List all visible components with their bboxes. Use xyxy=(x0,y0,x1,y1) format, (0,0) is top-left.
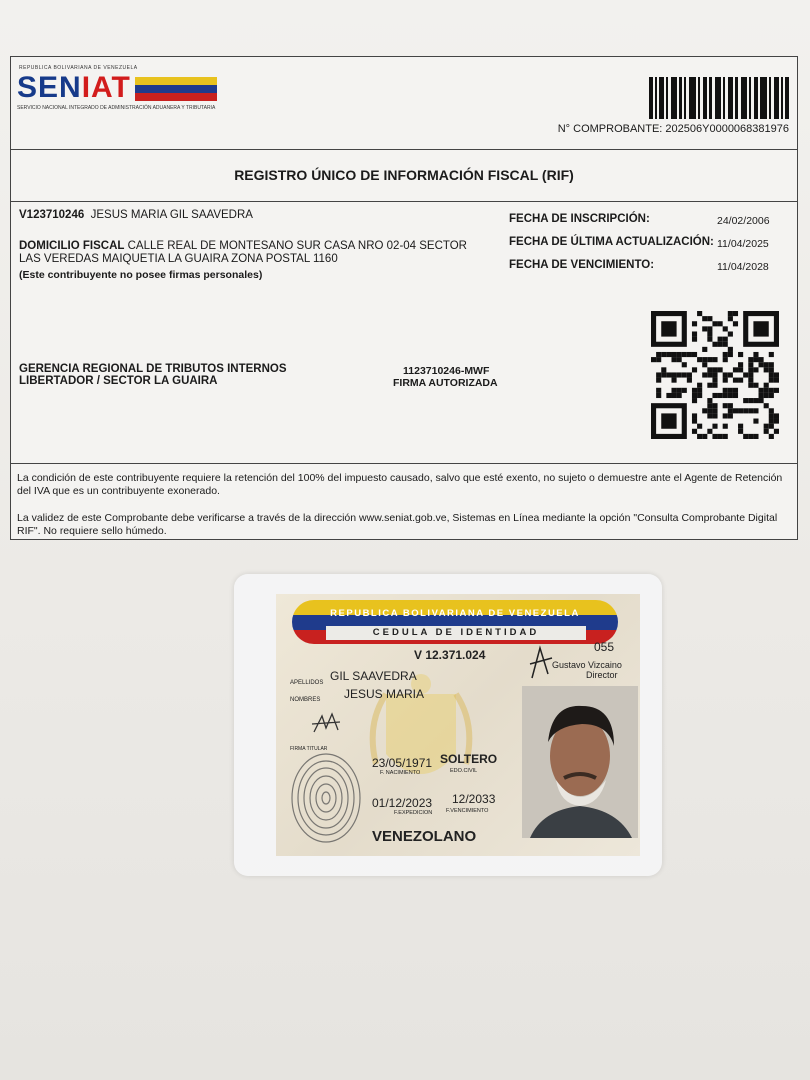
retention-note: La condición de este contribuyente requiere la retención del 100% del impuesto causado, salvo que esté exento, no sujeto o demuestre ante el Agente de Retención del IVA que es un contribuyente exonerado. xyxy=(17,472,783,497)
logo-flag xyxy=(135,77,217,101)
rif-notes xyxy=(11,463,797,542)
logo-word-a: SEN xyxy=(17,71,82,104)
card-republic: REPUBLICA BOLIVARIANA DE VENEZUELA xyxy=(330,608,580,619)
firmas-note: (Este contribuyente no posee firmas personales) xyxy=(19,269,263,281)
portrait-icon xyxy=(522,686,638,838)
director-name: Gustavo Vizcaino xyxy=(552,660,622,670)
actualizacion-value: 11/04/2025 xyxy=(717,238,769,250)
taxpayer-name: JESUS MARIA GIL SAAVEDRA xyxy=(90,209,253,221)
card-title: CEDULA DE IDENTIDAD xyxy=(326,626,586,640)
card-number: V 12.371.024 xyxy=(414,648,486,662)
domicilio-line1 xyxy=(19,240,467,252)
gerencia-line1: GERENCIA REGIONAL DE TRIBUTOS INTERNOS xyxy=(19,363,287,375)
firma-code: 1123710246-MWF xyxy=(403,365,490,377)
vencimiento-date: 12/2033 xyxy=(452,792,496,806)
logo-word xyxy=(17,71,131,105)
director-signature-icon xyxy=(528,644,554,680)
qr-code-icon xyxy=(651,311,779,439)
civil-status: SOLTERO xyxy=(440,752,498,766)
barcode-icon xyxy=(649,77,789,119)
taxpayer-line xyxy=(19,209,253,221)
expedicion-date: 01/12/2023 xyxy=(372,796,433,810)
logo-top-text: REPUBLICA BOLIVARIANA DE VENEZUELA xyxy=(19,65,138,71)
rif-document xyxy=(10,56,798,540)
domicilio-label: DOMICILIO FISCAL xyxy=(19,240,125,252)
expedicion-label: F.EXPEDICION xyxy=(394,810,433,816)
coat-of-arms-icon xyxy=(356,664,486,804)
nombres-value: JESUS MARIA xyxy=(344,687,425,701)
apellidos-label: APELLIDOS xyxy=(290,680,324,686)
firma-autorizada: FIRMA AUTORIZADA xyxy=(393,377,498,389)
birth-label: F. NACIMIENTO xyxy=(380,770,421,776)
nationality: VENEZOLANO xyxy=(372,828,477,845)
actualizacion-label: FECHA DE ÚLTIMA ACTUALIZACIÓN: xyxy=(509,236,714,248)
comprobante-number: N° COMPROBANTE: 202506Y0000068381976 xyxy=(557,123,789,135)
holder-signature-icon xyxy=(310,710,342,736)
validity-note: La validez de este Comprobante debe verificarse a través de la dirección www.seniat.gob.ve, Sistemas en Línea mediante la opción "Consulta Comprobante Digital RIF". No requiere sello húmedo. xyxy=(17,512,778,537)
vencimiento-label: F.VENCIMIENTO xyxy=(446,808,489,814)
domicilio-text1: CALLE REAL DE MONTESANO SUR CASA NRO 02-04 SECTOR xyxy=(127,240,467,252)
seniat-logo xyxy=(17,65,227,125)
nombres-label: NOMBRES xyxy=(290,697,321,703)
rif-title: REGISTRO ÚNICO DE INFORMACIÓN FISCAL (RIF) xyxy=(11,149,797,202)
domicilio-line2: LAS VEREDAS MAIQUETIA LA GUAIRA ZONA POSTAL 1160 xyxy=(19,253,338,265)
rif-id: V123710246 xyxy=(19,209,85,221)
holder-photo xyxy=(522,686,638,838)
apellidos-value: GIL SAAVEDRA xyxy=(330,669,417,683)
fingerprint-icon xyxy=(286,744,366,846)
firma-titular-label: FIRMA TITULAR xyxy=(290,746,328,752)
identity-card xyxy=(276,594,640,856)
rif-header xyxy=(11,57,797,150)
card-code: 055 xyxy=(594,640,615,654)
logo-word-b: IAT xyxy=(81,71,131,104)
logo-subtitle: SERVICIO NACIONAL INTEGRADO DE ADMINISTRACIÓN ADUANERA Y TRIBUTARIA xyxy=(17,105,216,111)
birth-date: 23/05/1971 xyxy=(372,756,433,770)
gerencia-line2: LIBERTADOR / SECTOR LA GUAIRA xyxy=(19,375,218,387)
vencimiento-value: 11/04/2028 xyxy=(717,261,769,273)
inscripcion-value: 24/02/2006 xyxy=(717,215,770,227)
civil-label: EDO.CIVIL xyxy=(450,768,478,774)
inscripcion-label: FECHA DE INSCRIPCIÓN: xyxy=(509,213,650,225)
director-title: Director xyxy=(586,670,618,680)
vencimiento-label: FECHA DE VENCIMIENTO: xyxy=(509,259,655,271)
